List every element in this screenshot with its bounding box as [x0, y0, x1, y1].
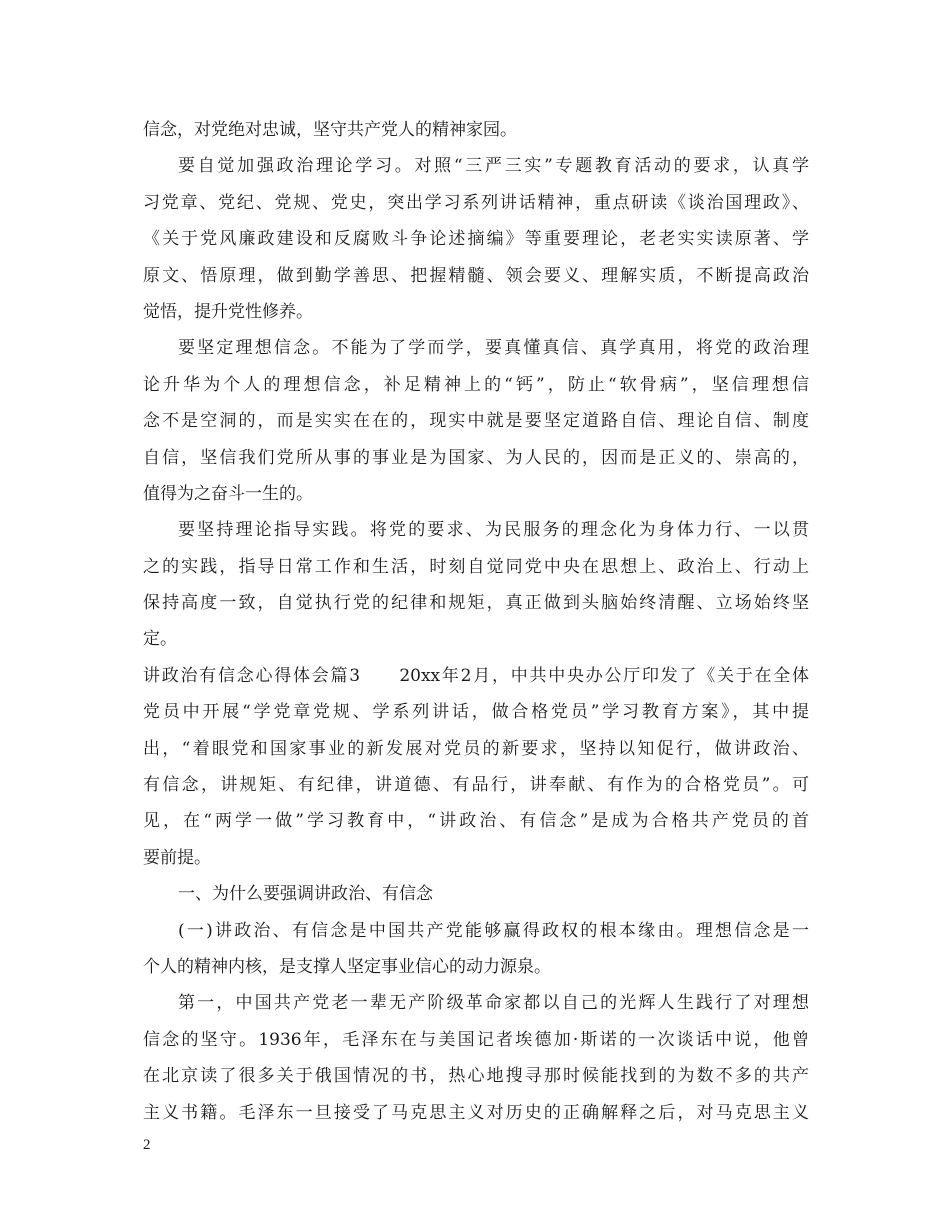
text-line: 习党章、党纪、党规、党史，突出学习系列讲话精神，重点研读《谈治国理政》、	[143, 192, 809, 213]
text-line: 觉悟，提升党性修养。	[143, 301, 313, 322]
text-line: 党员中开展“学党章党规、学系列讲话，做合格党员”学习教育方案》，其中提	[143, 702, 809, 723]
text-line: 要自觉加强政治理论学习。对照“三严三实”专题教育活动的要求，认真学	[178, 156, 809, 177]
page-number: 2	[143, 1137, 151, 1153]
text-line: 出，“着眼党和国家事业的新发展对党员的新要求，坚持以知促行，做讲政治、	[143, 738, 809, 759]
document-body	[143, 112, 809, 1131]
text-line: 第一，中国共产党老一辈无产阶级革命家都以自己的光辉人生践行了对理想	[178, 993, 809, 1014]
text-line: 信念，对党绝对忠诚，坚守共产党人的精神家园。	[143, 120, 517, 140]
text-line: 一、为什么要强调讲政治、有信念	[178, 884, 433, 905]
text-line: 定。	[143, 629, 177, 650]
text-line: 原文、悟原理，做到勤学善思、把握精髓、领会要义、理解实质，不断提高政治	[143, 265, 809, 286]
text-line: 之的实践，指导日常工作和生活，时刻自觉同党中央在思想上、政治上、行动上	[143, 556, 809, 577]
text-line: 要坚持理论指导实践。将党的要求、为民服务的理念化为身体力行、一以贯	[178, 520, 809, 541]
text-line: 要坚定理想信念。不能为了学而学，要真懂真信、真学真用，将党的政治理	[178, 338, 809, 359]
text-line: 保持高度一致，自觉执行党的纪律和规矩，真正做到头脑始终清醒、立场始终坚	[143, 593, 809, 614]
text-line: 自信，坚信我们党所从事的事业是为国家、为人民的，因而是正义的、崇高的，	[143, 447, 809, 468]
text-line: 有信念，讲规矩、有纪律，讲道德、有品行，讲奉献、有作为的合格党员”。可	[143, 775, 809, 796]
text-line: 讲政治有信念心得体会篇3 20xx年2月，中共中央办公厅印发了《关于在全体	[143, 665, 809, 686]
text-line: 值得为之奋斗一生的。	[143, 483, 313, 504]
text-line: 念不是空洞的，而是实实在在的，现实中就是要坚定道路自信、理论自信、制度	[143, 411, 809, 432]
text-line: 信念的坚守。1936年，毛泽东在与美国记者埃德加·斯诺的一次谈话中说，他曾	[143, 1029, 809, 1050]
text-line: 个人的精神内核，是支撑人坚定事业信心的动力源泉。	[143, 956, 551, 977]
text-line: 《关于党风廉政建设和反腐败斗争论述摘编》等重要理论，老老实实读原著、学	[143, 229, 809, 250]
text-line: 见，在“两学一做”学习教育中，“讲政治、有信念”是成为合格共产党员的首	[143, 811, 809, 832]
text-line: 主义书籍。毛泽东一旦接受了马克思主义对历史的正确解释之后，对马克思主义	[143, 1102, 809, 1123]
text-line: (一)讲政治、有信念是中国共产党能够赢得政权的根本缘由。理想信念是一	[178, 920, 809, 941]
text-line: 在北京读了很多关于俄国情况的书，热心地搜寻那时候能找到的为数不多的共产	[143, 1066, 809, 1087]
text-line: 论升华为个人的理想信念，补足精神上的“钙”，防止“软骨病”，坚信理想信	[143, 374, 809, 395]
text-line: 要前提。	[143, 847, 211, 868]
